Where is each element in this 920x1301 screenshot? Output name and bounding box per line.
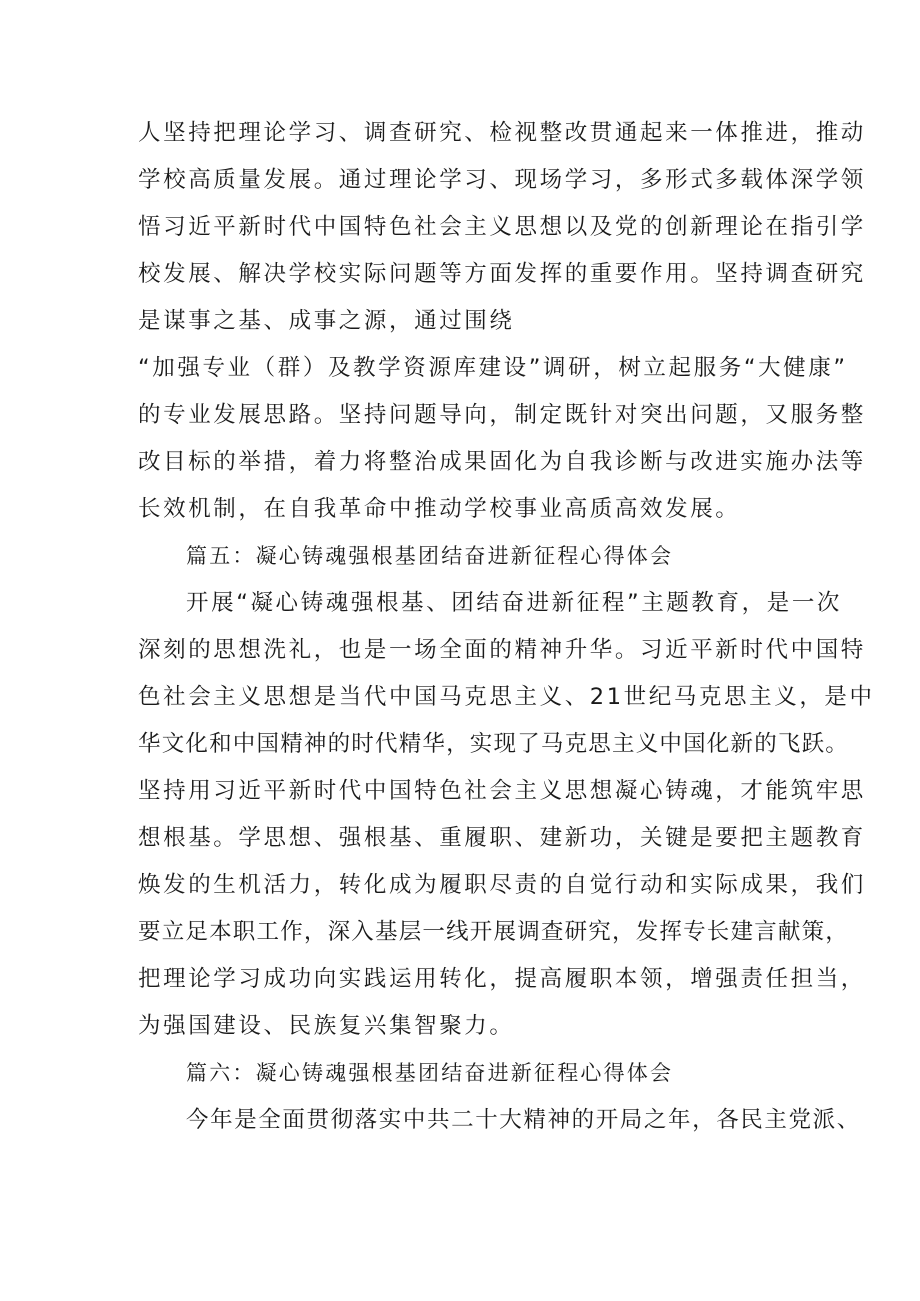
text-line: 是谋事之基、成事之源，通过围绕	[138, 308, 515, 334]
text-line: 的专业发展思路。坚持问题导向，制定既针对突出问题，又服务整	[138, 402, 866, 428]
text-line: 焕发的生机活力，转化成为履职尽责的自觉行动和实际成果，我们	[138, 872, 866, 898]
text-line: 想根基。学思想、强根基、重履职、建新功，关键是要把主题教育	[138, 825, 866, 851]
section-heading: 篇六：凝心铸魂强根基团结奋进新征程心得体会	[186, 1061, 674, 1085]
text-line: 人坚持把理论学习、调查研究、检视整改贯通起来一体推进，推动	[138, 120, 866, 146]
text-line: 校发展、解决学校实际问题等方面发挥的重要作用。坚持调查研究	[138, 261, 866, 287]
text-line: 悟习近平新时代中国特色社会主义思想以及党的创新理论在指引学	[138, 214, 866, 240]
text-line: 学校高质量发展。通过理论学习、现场学习，多形式多载体深学领	[138, 167, 866, 193]
text-line: 要立足本职工作，深入基层一线开展调查研究，发挥专长建言献策，	[138, 919, 850, 945]
text-line: 为强国建设、民族复兴集智聚力。	[138, 1013, 515, 1039]
text-line: 色社会主义思想是当代中国马克思主义、21世纪马克思主义，是中	[138, 684, 875, 710]
text-line: 改目标的举措，着力将整治成果固化为自我诊断与改进实施办法等	[138, 449, 866, 475]
text-line: 深刻的思想洗礼，也是一场全面的精神升华。习近平新时代中国特	[138, 637, 866, 663]
text-line: 坚持用习近平新时代中国特色社会主义思想凝心铸魂，才能筑牢思	[138, 778, 866, 804]
text-line: 开展“凝心铸魂强根基、团结奋进新征程”主题教育，是一次	[186, 590, 843, 616]
text-line: 把理论学习成功向实践运用转化，提高履职本领，增强责任担当，	[138, 966, 866, 992]
text-line: 华文化和中国精神的时代精华，实现了马克思主义中国化新的飞跃。	[138, 731, 850, 757]
text-line: 长效机制，在自我革命中推动学校事业高质高效发展。	[138, 496, 741, 522]
text-line: “加强专业（群）及教学资源库建设”调研，树立起服务“大健康”	[138, 355, 848, 381]
section-heading: 篇五：凝心铸魂强根基团结奋进新征程心得体会	[186, 544, 674, 568]
text-line: 今年是全面贯彻落实中共二十大精神的开局之年，各民主党派、	[186, 1107, 861, 1133]
